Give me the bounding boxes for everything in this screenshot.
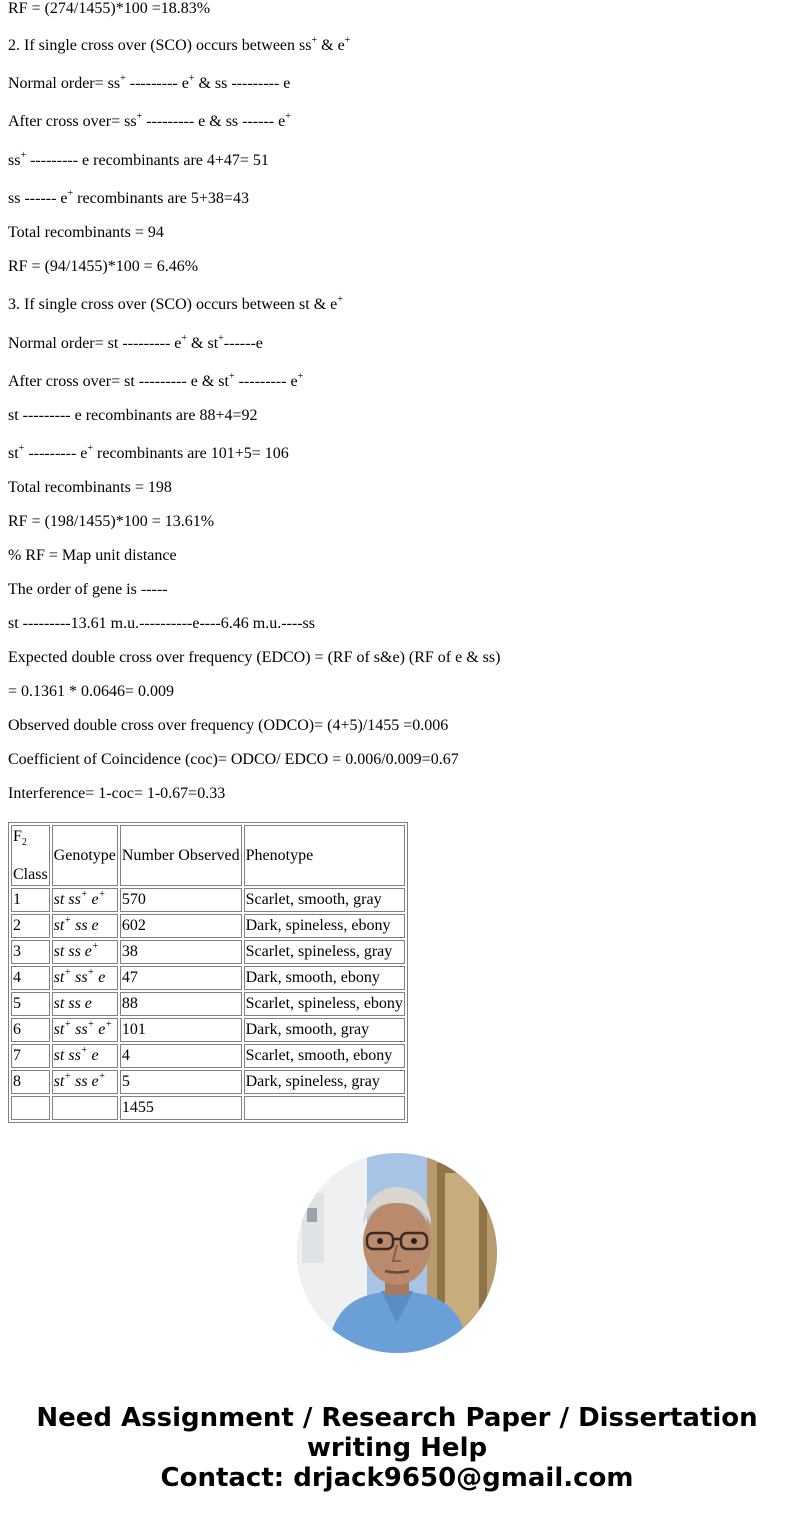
table-row — [11, 914, 405, 938]
text-run: --------- e recombinants are 4+47= 51 — [26, 152, 269, 169]
cell-class: 6 — [11, 1018, 50, 1042]
text-run: st --------- e recombinants are 88+4=92 — [8, 407, 258, 424]
superscript-plus: + — [120, 72, 126, 84]
person-portrait-icon — [297, 1153, 497, 1353]
superscript-plus: + — [285, 110, 291, 122]
superscript-plus: + — [87, 442, 94, 454]
superscript-plus: + — [98, 888, 106, 900]
cell-total-number: 1455 — [120, 1096, 242, 1120]
header-phenotype: Phenotype — [244, 825, 405, 886]
text-run: Normal order= ss — [8, 75, 121, 92]
superscript-plus: + — [80, 888, 88, 900]
table-row — [11, 1018, 405, 1042]
text-run: ss ------ e — [8, 190, 68, 207]
text-line — [8, 257, 198, 277]
text-run: recombinants are 5+38=43 — [73, 190, 249, 207]
table-row — [11, 992, 405, 1016]
text-line — [8, 546, 177, 566]
superscript-plus: + — [311, 34, 318, 46]
text-run: 3. If single cross over (SCO) occurs between st & e — [8, 296, 338, 313]
text-run: = 0.1361 * 0.0646= 0.009 — [8, 683, 175, 700]
text-run: ss — [8, 152, 21, 169]
text-run: e — [94, 969, 106, 986]
text-line — [8, 372, 303, 392]
text-run: % RF = Map unit distance — [8, 547, 177, 564]
cell-number-observed: 47 — [120, 966, 242, 990]
text-run: st ss — [53, 1047, 81, 1064]
text-run: ss — [71, 1021, 88, 1038]
text-run: Interference= 1-coc= 1-0.67=0.33 — [8, 785, 226, 802]
cell-phenotype: Dark, smooth, ebony — [244, 966, 405, 990]
superscript-plus: + — [87, 1018, 95, 1030]
cell-genotype — [52, 1070, 118, 1094]
cell-phenotype: Dark, smooth, gray — [244, 1018, 405, 1042]
superscript-plus: + — [64, 966, 72, 978]
superscript-plus: + — [67, 187, 74, 199]
cell-class: 5 — [11, 992, 50, 1016]
text-run: st ss e — [53, 995, 92, 1012]
text-run: st ss e — [53, 943, 92, 960]
cell-class: 4 — [11, 966, 50, 990]
text-run: Total recombinants = 198 — [8, 479, 172, 496]
cell-phenotype: Scarlet, spineless, gray — [244, 940, 405, 964]
text-run: ss e — [71, 1073, 99, 1090]
genotype-table — [8, 822, 408, 1123]
text-run: Coefficient of Coincidence (coc)= ODCO/ EDCO = 0.006/0.009=0.67 — [8, 751, 459, 768]
cell-phenotype: Scarlet, smooth, gray — [244, 888, 405, 912]
superscript-plus: + — [80, 1044, 88, 1056]
cell-class: 7 — [11, 1044, 50, 1068]
text-run: & st — [187, 335, 219, 352]
table-row — [11, 1070, 405, 1094]
superscript-plus: + — [20, 149, 27, 161]
text-line — [8, 716, 448, 736]
cell-class: 2 — [11, 914, 50, 938]
cell-genotype — [52, 966, 118, 990]
text-run: --------- e & ss ------ e — [142, 113, 286, 130]
promo-contact: Contact: drjack9650@gmail.com — [160, 1463, 634, 1493]
text-run: After cross over= st --------- e & st — [8, 373, 229, 390]
text-line — [8, 0, 210, 19]
text-run: Expected double cross over frequency (EDCO) = (RF of s&e) (RF of e & ss) — [8, 649, 501, 666]
cell-number-observed: 570 — [120, 888, 242, 912]
text-line — [8, 444, 289, 464]
superscript-plus: + — [344, 34, 351, 46]
text-run: st — [53, 1021, 65, 1038]
superscript-plus: + — [87, 966, 95, 978]
text-run: --------- e — [125, 75, 189, 92]
cell-genotype — [52, 940, 118, 964]
text-run: e — [87, 1047, 99, 1064]
text-run: e — [94, 1021, 106, 1038]
superscript-plus: + — [64, 914, 72, 926]
cell-number-observed: 88 — [120, 992, 242, 1016]
text-run: Normal order= st --------- e — [8, 335, 182, 352]
header-f2-class: $F_2$ Class — [11, 825, 50, 886]
superscript-plus: + — [91, 940, 99, 952]
table-row — [11, 888, 405, 912]
cell-number-observed: 602 — [120, 914, 242, 938]
text-run: ss — [71, 969, 88, 986]
text-run: st — [53, 917, 65, 934]
text-line — [8, 580, 167, 600]
cell-class: 1 — [11, 888, 50, 912]
cell-phenotype — [244, 1096, 405, 1120]
text-line — [8, 648, 500, 668]
promo-line-1: Need Assignment / Research Paper / Dissertation — [36, 1403, 758, 1433]
text-line — [8, 74, 290, 94]
text-run: st — [53, 1073, 65, 1090]
text-run: RF = (198/1455)*100 = 13.61% — [8, 513, 215, 530]
text-line — [8, 406, 258, 426]
table-row — [11, 1044, 405, 1068]
author-photo — [297, 1153, 497, 1353]
text-run: st — [53, 969, 65, 986]
header-number-observed: Number Observed — [120, 825, 242, 886]
text-run: After cross over= ss — [8, 113, 137, 130]
superscript-plus: + — [98, 1070, 106, 1082]
text-run: & ss --------- e — [194, 75, 291, 92]
cell-number-observed: 5 — [120, 1070, 242, 1094]
text-line — [8, 223, 164, 243]
text-line — [8, 36, 350, 56]
table-header-row — [11, 825, 405, 886]
text-line — [8, 614, 315, 634]
text-run: recombinants are 101+5= 106 — [93, 445, 289, 462]
table-row — [11, 966, 405, 990]
text-run: RF = (274/1455)*100 =18.83% — [8, 0, 211, 17]
superscript-plus: + — [188, 72, 195, 84]
cell-phenotype: Dark, spineless, ebony — [244, 914, 405, 938]
cell-phenotype: Scarlet, smooth, ebony — [244, 1044, 405, 1068]
text-line — [8, 750, 459, 770]
superscript-plus: + — [297, 370, 304, 382]
text-line — [8, 334, 263, 354]
cell-genotype — [52, 914, 118, 938]
text-run: & e — [317, 37, 345, 54]
text-line — [8, 112, 291, 132]
cell-genotype — [52, 1018, 118, 1042]
promo-line-2: writing Help — [306, 1433, 488, 1463]
text-run: 2. If single cross over (SCO) occurs between ss — [8, 37, 312, 54]
text-run: Observed double cross over frequency (ODCO)= (4+5)/1455 =0.006 — [8, 717, 449, 734]
text-line — [8, 478, 172, 498]
superscript-plus: + — [337, 293, 343, 305]
cell-number-observed: 38 — [120, 940, 242, 964]
cell-genotype — [52, 888, 118, 912]
text-run: st ss — [53, 891, 81, 908]
cell-class: 3 — [11, 940, 50, 964]
superscript-plus: + — [228, 370, 235, 382]
text-line — [8, 784, 225, 804]
superscript-plus: + — [18, 442, 25, 454]
cell-class: 8 — [11, 1070, 50, 1094]
text-run: The order of gene is ----- — [8, 581, 168, 598]
text-line — [8, 151, 269, 171]
promo-banner — [0, 1403, 794, 1493]
text-run: st — [8, 445, 19, 462]
superscript-plus: + — [181, 332, 188, 344]
text-line — [8, 512, 214, 532]
text-run: --------- e — [24, 445, 88, 462]
cell-phenotype: Scarlet, spineless, ebony — [244, 992, 405, 1016]
text-line — [8, 295, 343, 315]
superscript-plus: + — [64, 1070, 72, 1082]
cell-genotype — [52, 1096, 118, 1120]
cell-number-observed: 4 — [120, 1044, 242, 1068]
cell-class — [11, 1096, 50, 1120]
superscript-plus: + — [105, 1018, 113, 1030]
superscript-plus: + — [218, 332, 224, 344]
table-total-row — [11, 1096, 405, 1120]
text-line — [8, 682, 174, 702]
text-run: e — [87, 891, 99, 908]
text-run: ss e — [71, 917, 99, 934]
header-genotype: Genotype — [52, 825, 118, 886]
text-run: Total recombinants = 94 — [8, 224, 164, 241]
text-run: st ---------13.61 m.u.----------e----6.46 m.u.----ss — [8, 615, 315, 632]
table-row — [11, 940, 405, 964]
superscript-plus: + — [136, 110, 143, 122]
cell-genotype — [52, 1044, 118, 1068]
text-line — [8, 189, 249, 209]
text-run: ------e — [223, 335, 263, 352]
superscript-plus: + — [64, 1018, 72, 1030]
cell-genotype — [52, 992, 118, 1016]
text-run: --------- e — [234, 373, 298, 390]
cell-number-observed: 101 — [120, 1018, 242, 1042]
text-run: RF = (94/1455)*100 = 6.46% — [8, 258, 199, 275]
cell-phenotype: Dark, spineless, gray — [244, 1070, 405, 1094]
